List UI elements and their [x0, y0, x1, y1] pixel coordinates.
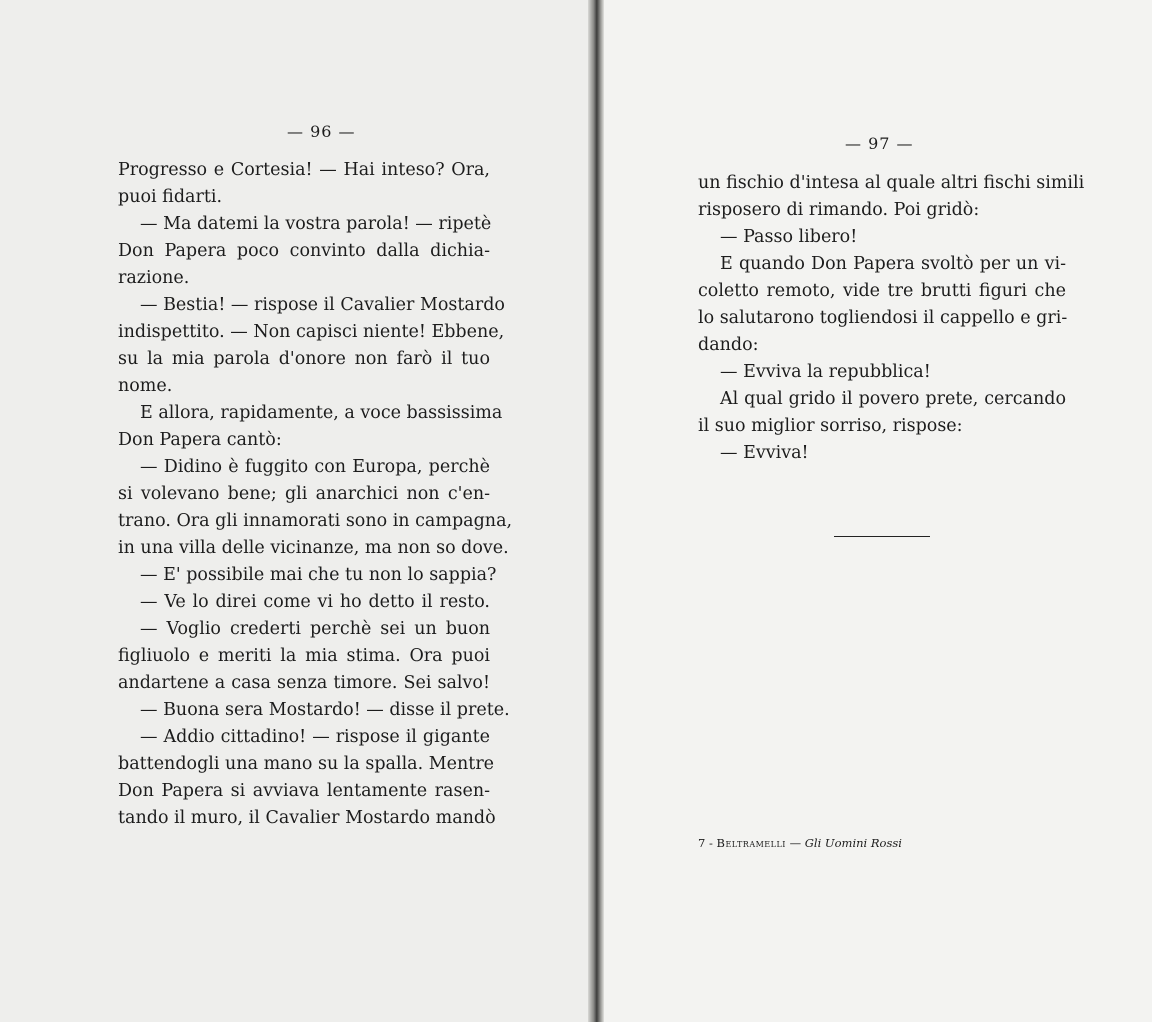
text-line: in una villa delle vicinanze, ma non so dove. — [118, 538, 509, 558]
right-page-text — [698, 170, 1085, 467]
footer-separator: — — [789, 836, 802, 850]
text-line: lo salutarono togliendosi il cappello e gri- — [698, 308, 1068, 328]
text-line: Al qual grido il povero prete, cercando — [720, 389, 1066, 409]
text-line: nome. — [118, 376, 173, 396]
page-number-right: — 97 — — [845, 134, 914, 153]
text-line: — Buona sera Mostardo! — disse il prete. — [140, 700, 510, 720]
book-gutter — [588, 0, 604, 1022]
text-line: E quando Don Papera svoltò per un vi- — [720, 254, 1066, 274]
text-line: il suo miglior sorriso, rispose: — [698, 416, 963, 436]
text-line: andartene a casa senza timore. Sei salvo! — [118, 673, 490, 693]
text-line: — Ve lo direi come vi ho detto il resto. — [140, 592, 490, 612]
text-line: — Evviva! — [720, 443, 809, 463]
text-line: tando il muro, il Cavalier Mostardo mandò — [118, 808, 496, 828]
text-line: — E' possibile mai che tu non lo sappia? — [140, 565, 497, 585]
text-line: — Bestia! — rispose il Cavalier Mostardo — [140, 295, 505, 315]
text-line: battendogli una mano su la spalla. Mentre — [118, 754, 495, 774]
text-line: trano. Ora gli innamorati sono in campagna, — [118, 511, 513, 531]
text-line: puoi fidarti. — [118, 187, 223, 207]
text-line: risposero di rimando. Poi gridò: — [698, 200, 980, 220]
footer-title: Gli Uomini Rossi — [804, 836, 902, 850]
text-line: coletto remoto, vide tre brutti figuri che — [698, 281, 1066, 301]
text-line: — Didino è fuggito con Europa, perchè — [140, 457, 490, 477]
text-line: Don Papera cantò: — [118, 430, 282, 450]
text-line: figliuolo e meriti la mia stima. Ora puoi — [118, 646, 490, 666]
footer-author: Beltramelli — [716, 836, 786, 850]
text-line: — Evviva la repubblica! — [720, 362, 931, 382]
text-line: si volevano bene; gli anarchici non c'en- — [118, 484, 490, 504]
signature-mark: 7 - — [698, 836, 713, 850]
text-line: un fischio d'intesa al quale altri fischi simili — [698, 173, 1085, 193]
text-line: — Passo libero! — [720, 227, 858, 247]
printer-signature-footer — [698, 836, 902, 850]
chapter-end-rule — [834, 536, 930, 537]
text-line: — Voglio crederti perchè sei un buon — [140, 619, 490, 639]
left-page-text — [118, 157, 513, 832]
page-number-left: — 96 — — [287, 122, 356, 141]
text-line: su la mia parola d'onore non farò il tuo — [118, 349, 490, 369]
right-page — [604, 0, 1152, 1022]
text-line: dando: — [698, 335, 759, 355]
text-line: Don Papera poco convinto dalla dichia- — [118, 241, 490, 261]
text-line: — Ma datemi la vostra parola! — ripetè — [140, 214, 492, 234]
text-line: Progresso e Cortesia! — Hai inteso? Ora, — [118, 160, 490, 180]
text-line: — Addio cittadino! — rispose il gigante — [140, 727, 490, 747]
text-line: razione. — [118, 268, 190, 288]
text-line: indispettito. — Non capisci niente! Ebbene, — [118, 322, 505, 342]
text-line: E allora, rapidamente, a voce bassissima — [140, 403, 503, 423]
text-line: Don Papera si avviava lentamente rasen- — [118, 781, 490, 801]
